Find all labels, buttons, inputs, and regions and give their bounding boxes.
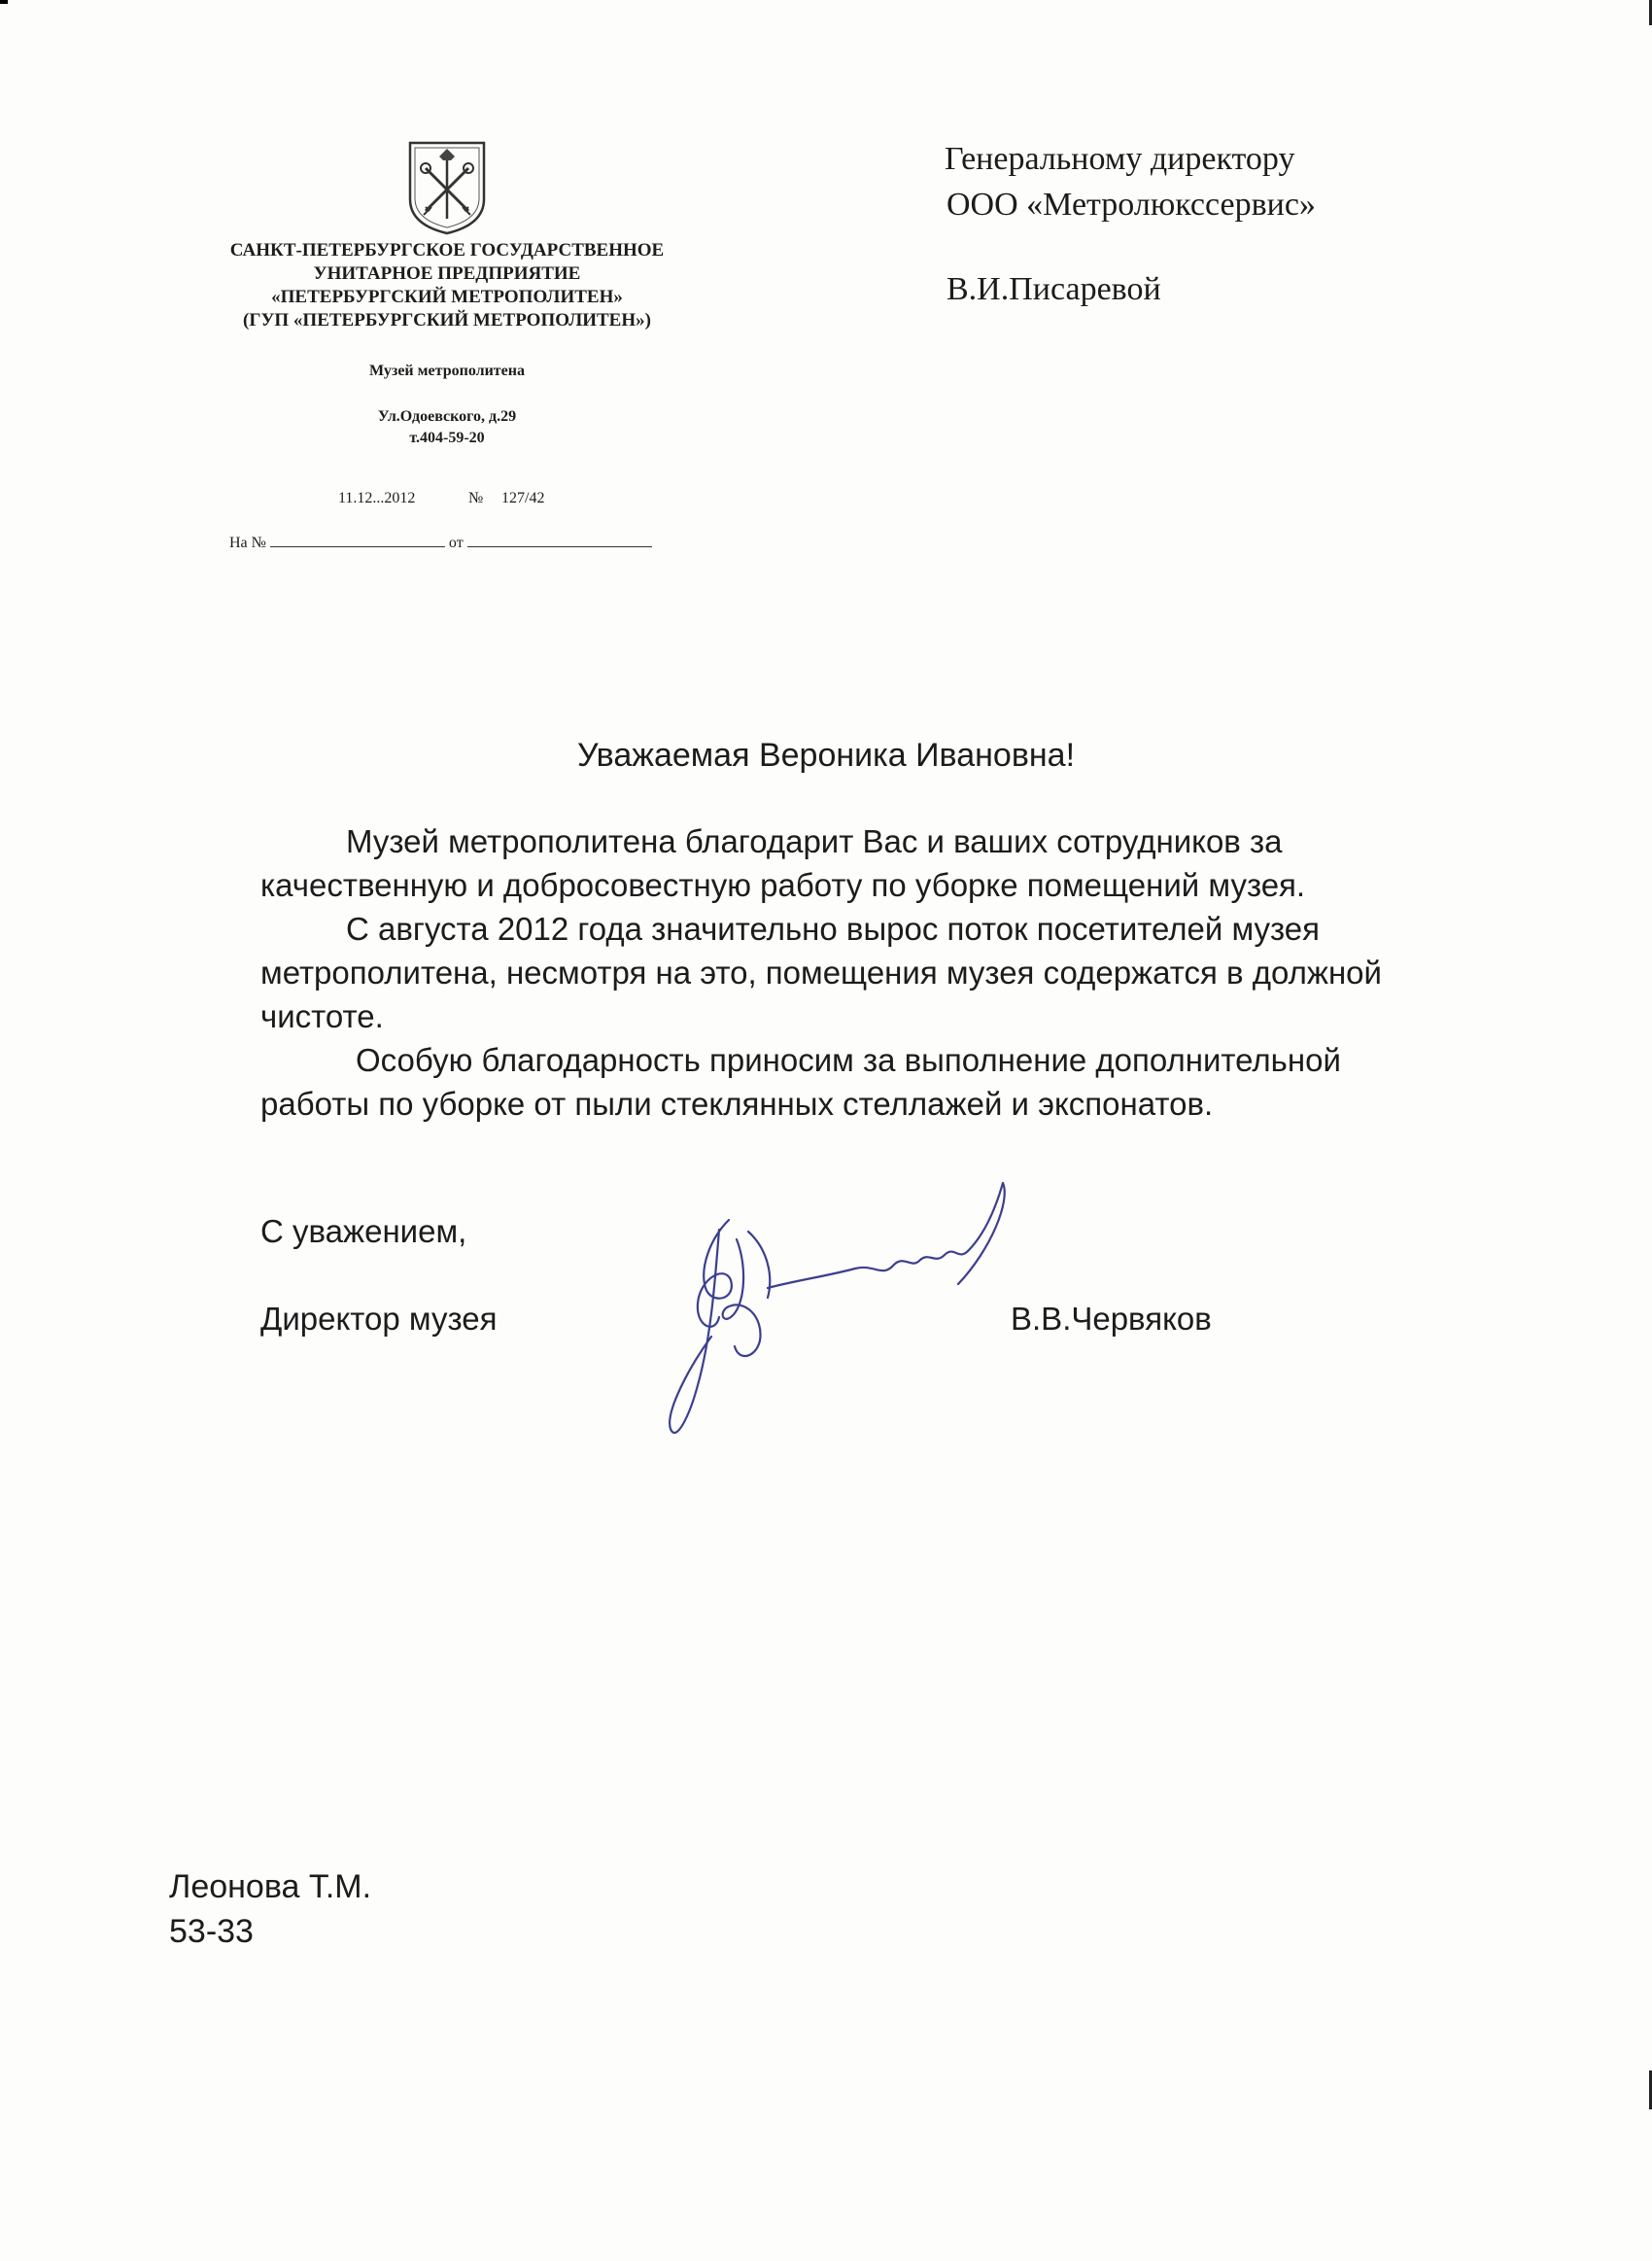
letter-body (260, 819, 1485, 1126)
addressee-position: Генеральному директору (945, 141, 1295, 177)
scan-edge-mark (0, 0, 8, 4)
address: Ул.Одоевского, д.29 (377, 408, 517, 425)
body-line: чистоте. (260, 998, 384, 1034)
executor-phone: 53-33 (169, 1913, 254, 1950)
signer-position: Директор музея (260, 1301, 498, 1337)
reply-from-label: от (448, 535, 464, 551)
letter-number-label: № (468, 490, 484, 506)
org-line-4: (ГУП «ПЕТЕРБУРГСКИЙ МЕТРОПОЛИТЕН») (243, 310, 651, 330)
org-line-2: УНИТАРНОЕ ПРЕДПРИЯТИЕ (313, 263, 581, 284)
closing-regards: С уважением, (260, 1213, 467, 1249)
reply-reference (229, 535, 652, 552)
phone: т.404-59-20 (409, 430, 485, 446)
reply-date-blank (467, 546, 652, 547)
org-line-1: САНКТ-ПЕТЕРБУРГСКОЕ ГОСУДАРСТВЕННОЕ (229, 240, 665, 261)
body-line: С августа 2012 года значительно вырос поток посетителей музея (346, 911, 1321, 947)
reply-label: На № (229, 535, 266, 551)
body-line: Музей метрополитена благодарит Вас и ваших сотрудников за (346, 823, 1283, 859)
letter-number: 127/42 (501, 490, 545, 506)
signer-name: В.В.Червяков (1011, 1301, 1212, 1337)
handwritten-signature (622, 1171, 1069, 1453)
addressee-name: В.И.Писаревой (946, 271, 1161, 307)
addressee-company: ООО «Метролюкссервис» (946, 187, 1316, 223)
reply-number-blank (270, 546, 445, 547)
coat-of-arms-icon (406, 139, 488, 236)
org-line-3: «ПЕТЕРБУРГСКИЙ МЕТРОПОЛИТЕН» (271, 287, 623, 307)
body-line: работы по уборке от пыли стеклянных стеллажей и экспонатов. (260, 1086, 1214, 1122)
department-name: Музей метрополитена (369, 363, 525, 379)
body-line: метрополитена, несмотря на это, помещения музея содержатся в должной (260, 955, 1382, 991)
body-line: Особую благодарность приносим за выполнение дополнительной (356, 1042, 1341, 1078)
executor-name: Леонова Т.М. (169, 1868, 372, 1905)
letter-date: 11.12...2012 (338, 490, 416, 506)
greeting: Уважаемая Вероника Ивановна! (576, 737, 1076, 774)
organization-name (175, 239, 719, 332)
body-line: качественную и добросовестную работу по уборке помещений музея. (260, 867, 1306, 903)
letterhead-contacts (175, 406, 719, 449)
